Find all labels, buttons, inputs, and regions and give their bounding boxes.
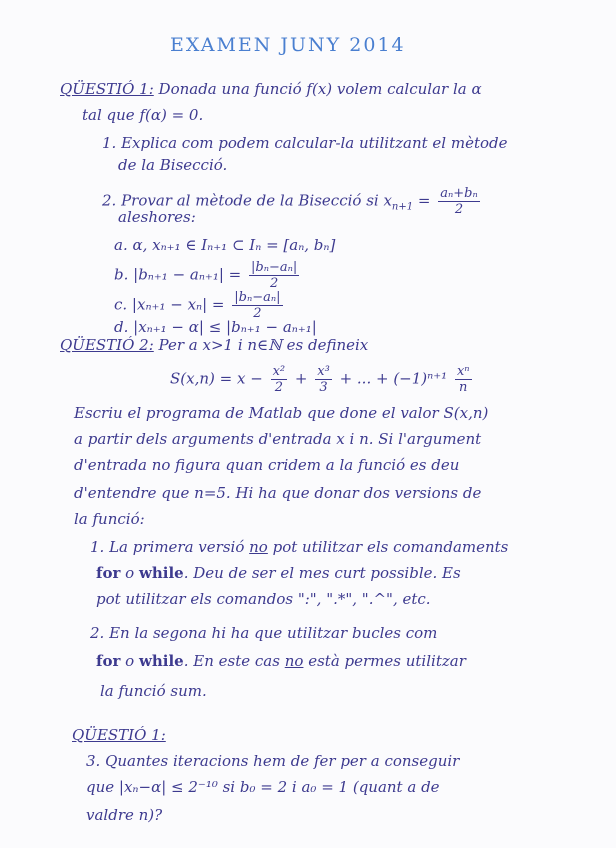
page-title: EXAMEN JUNY 2014 [170, 34, 406, 56]
q2-formula [170, 364, 475, 395]
q2-v1-line1-a: 1. La primera versió [90, 538, 245, 556]
q2-formula-mid: + ... + (−1)ⁿ⁺¹ [339, 369, 448, 388]
q3-line2: que |xₙ−α| ≤ 2⁻¹⁰ si b₀ = 2 i a₀ = 1 (quant a de [86, 778, 440, 796]
q1-item2-frac-den: 2 [454, 202, 464, 217]
q2-v2-while: while [138, 652, 184, 670]
q2-frac-2 [315, 364, 332, 395]
q2-v1-for: for [96, 564, 121, 582]
q1-b-num: |bₙ−aₙ| [251, 260, 298, 275]
q1-intro-row [60, 80, 482, 98]
q3-line1: 3. Quantes iteracions hem de fer per a conseguir [86, 752, 460, 770]
q1-item-c [114, 290, 286, 321]
q2-paragraph-line3: d'entrada no figura quan cridem a la funció es deu [74, 456, 460, 474]
q1-item2-line2: aleshores: [118, 208, 196, 226]
q1-item1-line1: 1. Explica com podem calcular-la utilitzant el mètode [102, 134, 508, 152]
q2-v2-no: no [284, 652, 304, 670]
q1-c-num: |bₙ−aₙ| [234, 290, 281, 305]
q2-v2-line1: 2. En la segona hi ha que utilitzar bucles com [90, 624, 438, 642]
q1-intro-line1: Donada una funció f(x) volem calcular la α [158, 80, 482, 98]
q2-v1-line1-b: pot utilitzar els comandaments [272, 538, 509, 556]
q2-f1-num: x² [272, 364, 286, 379]
q1-item2-sub: n+1 [391, 201, 414, 213]
q2-f3-den: n [459, 380, 468, 395]
q2-v1-o: o [125, 564, 135, 582]
q1-item-d: d. |xₙ₊₁ − α| ≤ |bₙ₊₁ − aₙ₊₁| [114, 318, 317, 336]
q2-v1-line2 [96, 564, 461, 582]
q1-item2-text: 2. Provar al mètode de la Bisecció si x [102, 191, 392, 210]
q1-item-b [114, 260, 302, 291]
q2-formula-start: S(x,n) = x − [170, 369, 263, 388]
q2-paragraph-line4: d'entendre que n=5. Hi ha que donar dos versions de [74, 484, 482, 502]
q1-b-left: b. |bₙ₊₁ − aₙ₊₁| = [114, 265, 242, 284]
q2-v1-line3: pot utilitzar els comandos ":", ".*", ".^", etc. [96, 590, 431, 608]
q2-v1-line1 [90, 538, 508, 556]
q2-v2-for: for [96, 652, 121, 670]
q1-b-den: 2 [270, 276, 279, 291]
q1-item2-fraction [438, 186, 480, 217]
q2-frac-3 [455, 364, 472, 395]
q1-item2-eq: = [417, 191, 431, 210]
q1-c-fraction [232, 290, 282, 321]
q1-item2-frac-num: aₙ+bₙ [440, 186, 478, 201]
q2-v1-no: no [249, 538, 268, 556]
q1-c-den: 2 [253, 306, 262, 321]
q3-header: QÜESTIÓ 1: [72, 726, 166, 744]
q1-intro-line2: tal que f(α) = 0. [82, 106, 204, 124]
q2-v1-while: while [138, 564, 184, 582]
q2-paragraph-line5: la funció: [74, 510, 145, 528]
q2-v2-line2-b: està permes utilitzar [308, 652, 466, 670]
q2-f3-num: xⁿ [456, 364, 470, 379]
q2-paragraph-line1: Escriu el programa de Matlab que done el valor S(x,n) [74, 404, 489, 422]
q2-f1-den: 2 [274, 380, 283, 395]
q1-b-fraction [249, 260, 299, 291]
q2-v2-o: o [125, 652, 135, 670]
q2-v1-line2-rest: . Deu de ser el mes curt possible. Es [183, 564, 461, 582]
q1-header: QÜESTIÓ 1: [60, 80, 154, 98]
q2-v2-line2-a: . En este cas [183, 652, 280, 670]
q2-header: QÜESTIÓ 2: [60, 336, 154, 354]
q2-f2-den: 3 [319, 380, 328, 395]
q1-c-left: c. |xₙ₊₁ − xₙ| = [114, 295, 225, 314]
q2-intro: Per a x>1 i n∈ℕ es defineix [158, 336, 369, 354]
q2-frac-1 [271, 364, 288, 395]
q2-plus: + [294, 369, 308, 388]
q2-v2-line2 [96, 652, 466, 670]
q1-item1-line2: de la Bisecció. [118, 156, 228, 174]
q2-f2-num: x³ [317, 364, 330, 379]
q2-paragraph-line2: a partir dels arguments d'entrada x i n. Si l'argument [74, 430, 482, 448]
q2-v2-line3: la funció sum. [100, 682, 207, 700]
q3-line3: valdre n)? [86, 806, 163, 824]
q2-intro-row [60, 336, 368, 354]
q1-item-a: a. α, xₙ₊₁ ∈ Iₙ₊₁ ⊂ Iₙ = [aₙ, bₙ] [114, 236, 336, 254]
